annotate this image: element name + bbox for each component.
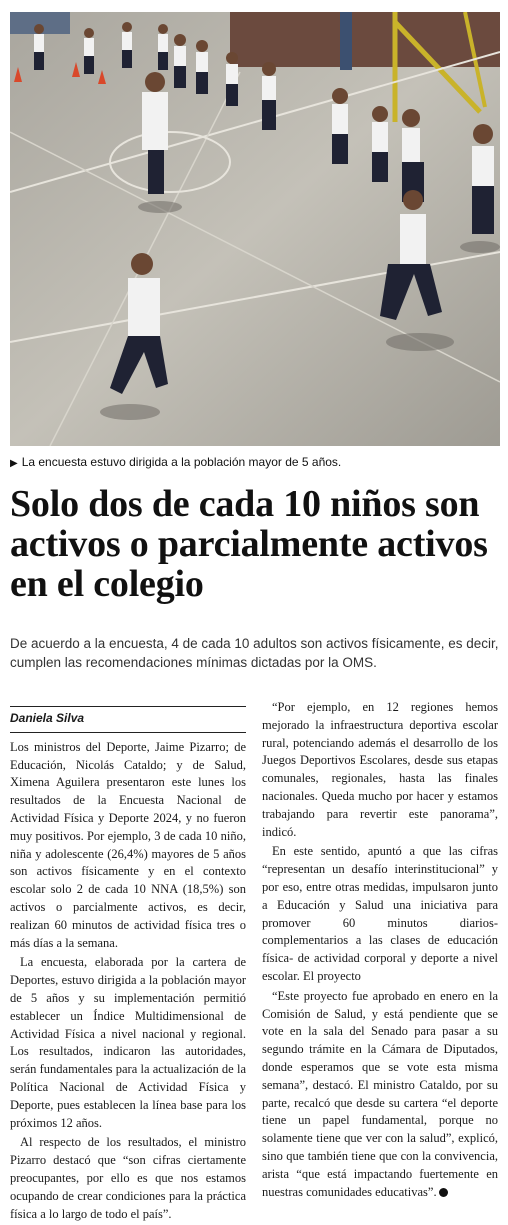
body-paragraph: “Por ejemplo, en 12 regiones hemos mejorado la infraestructura deportiva escolar rural, potenciando además el desarrollo de los Juegos Deportivos Escolares, desde sus etapas comunales, regionales, hasta las finales nacionales. Queda mucho por hacer y estamos trabajando para revertir este panorama”, indicó.	[262, 700, 498, 839]
body-paragraph: En este sentido, apuntó a que las cifras “representan un desafío interinstitucional” y por eso, entre otras medidas, impulsaron junto a Educación y Salud una iniciativa para promover 60 minutos diarios- complementarios a las clases de educación física- de actividad corporal y deporte a nivel escolar. El proyecto	[262, 844, 498, 983]
article-deck: De acuerdo a la encuesta, 4 de cada 10 adultos son activos físicamente, es decir, cumplen las recomendaciones mínimas dictadas por la OMS.	[10, 636, 499, 670]
article-photo	[10, 12, 500, 446]
body-paragraph	[262, 988, 498, 1202]
article-headline: Solo dos de cada 10 niños son activos o parcialmente activos en el colegio	[10, 483, 488, 605]
photo-caption-text: La encuesta estuvo dirigida a la población mayor de 5 años.	[21, 455, 342, 469]
body-paragraph-text: “Este proyecto fue aprobado en enero en la Comisión de Salud, y está pendiente que se vote en la sala del Senado para pasar a su segundo trámite en la Cámara de Diputados, donde esperamos que se vote esta misma semana”, destacó. El ministro Cataldo, por su parte, recalcó que desde su cartera “el deporte tiene un papel fundamental, porque no solamente tiene que ver con la salud”, explicó, sino que también tiene que con la convivencia, arista “que está impactando fuertemente en nuestras comunidades educativas”.	[262, 988, 498, 1199]
article-column-right	[262, 699, 498, 1203]
body-paragraph: Al respecto de los resultados, el ministro Pizarro destacó que “son cifras ciertamente preocupantes, por ello es que nos estamos ocupando de crear condiciones para la práctica física a lo largo de todo el país”.	[10, 1135, 246, 1221]
photo-caption	[10, 455, 502, 469]
schoolyard-photo-image	[10, 12, 500, 446]
body-paragraph: La encuesta, elaborada por la cartera de Deportes, estuvo dirigida a la población mayor de 5 años y su implementación permitió establecer un Índice Multidimensional de Actividad Física a nivel nacional y regional. Los resultados, indicaron las autoridades, serán fundamentales para la actualización de la Política Nacional de Actividad Física y Deporte, pues establecen la línea base para los próximos 12 años.	[10, 955, 246, 1130]
byline: Daniela Silva	[10, 706, 246, 733]
body-paragraph: Los ministros del Deporte, Jaime Pizarro; de Educación, Nicolás Cataldo; y de Salud, Ximena Aguilera presentaron este lunes los resultados de la Encuesta Nacional de Actividad Física y Deporte 2024, y no fueron muy positivos. Por ejemplo, 3 de cada 10 niño, niña y adolescente (26,4%) mayores de 5 años son activos físicamente y en el contexto escolar solo 2 de cada 10 NNA (18,5%) son activos o parcialmente activos, es decir, realizan 60 minutos de actividad física tres o más días a la semana.	[10, 739, 246, 950]
end-of-article-icon	[439, 1188, 448, 1197]
caption-arrow-icon: ▶	[10, 458, 18, 469]
article-column-left	[10, 706, 246, 1225]
